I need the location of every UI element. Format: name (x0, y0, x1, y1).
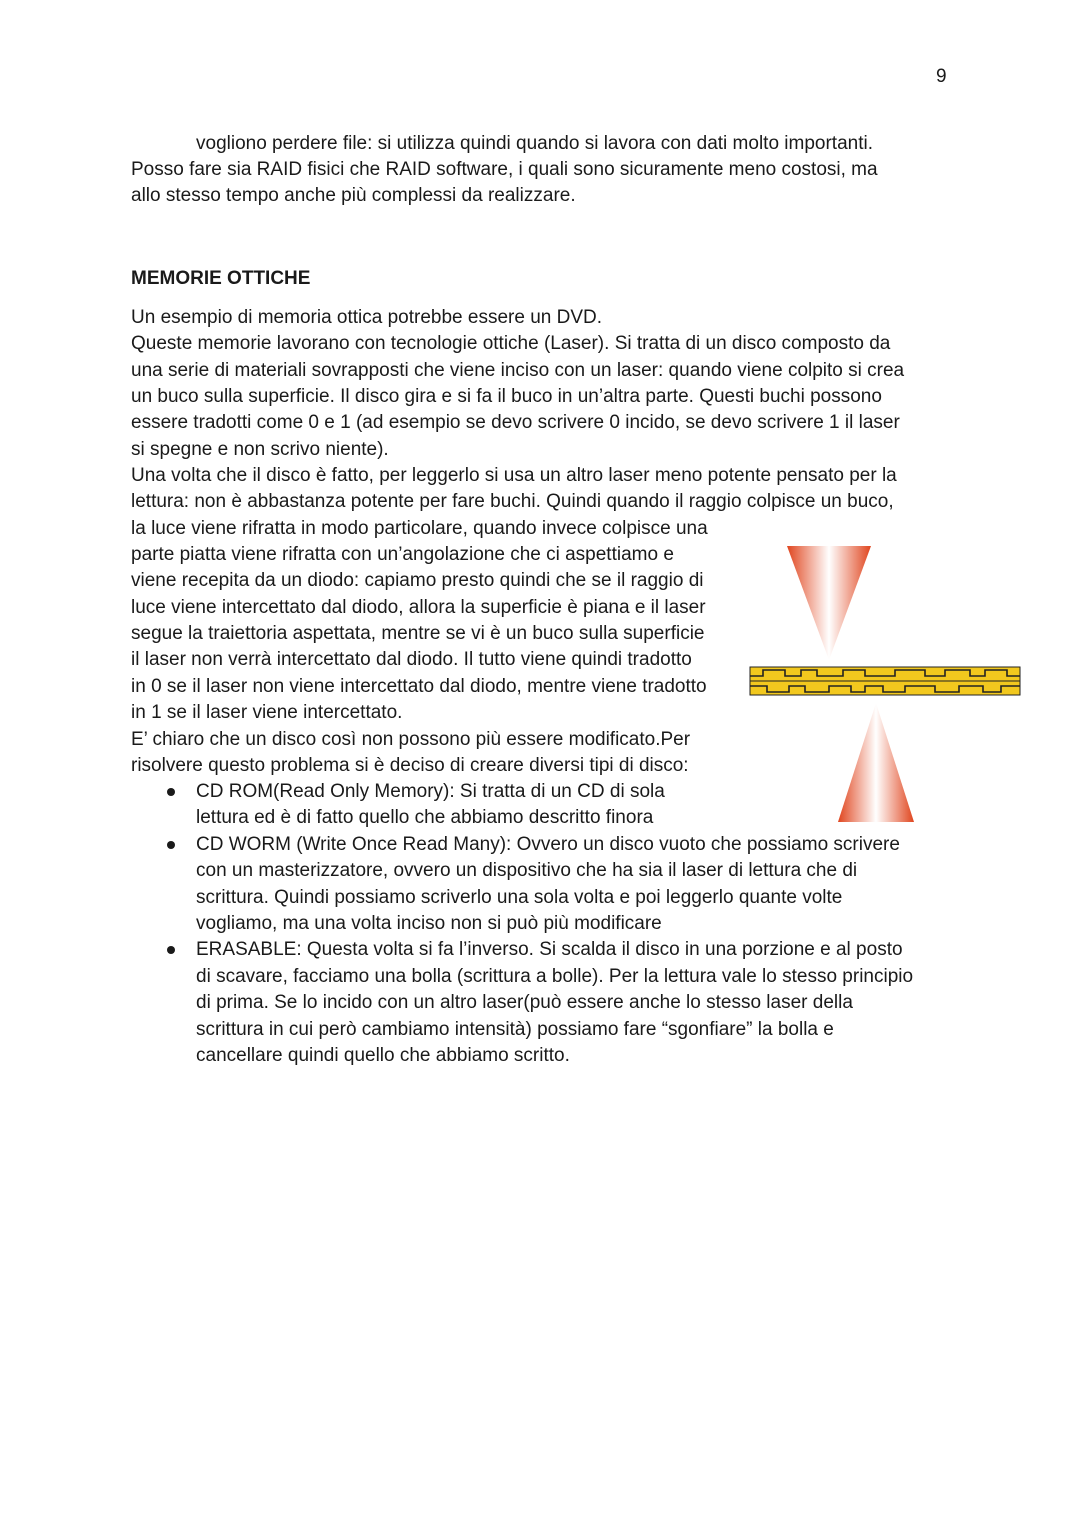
list-item-line: di scavare, facciamo una bolla (scrittura a bolle). Per la lettura vale lo stesso principio (196, 965, 914, 987)
laser-beam-bottom (838, 703, 914, 822)
list-item-line: con un masterizzatore, ovvero un dispositivo che ha sia il laser di lettura che di (196, 860, 858, 882)
body-line: in 1 se il laser viene intercettato. (131, 702, 403, 723)
body-line: segue la traiettoria aspettata, mentre se vi è un buco sulla superficie (131, 623, 705, 644)
list-item-line: scrittura. Quindi possiamo scriverlo una sola volta e poi leggerlo quante volte (196, 886, 843, 908)
body-line: parte piatta viene rifratta con un’angolazione che ci aspettiamo e (131, 544, 674, 565)
list-item-line: cancellare quindi quello che abbiamo scritto. (196, 1045, 570, 1067)
list-item-line: CD ROM(Read Only Memory): Si tratta di un CD di sola (196, 781, 665, 802)
body-line: una serie di materiali sovrapposti che viene inciso con un laser: quando viene colpito si crea (131, 360, 905, 381)
body-line: in 0 se il laser non viene intercettato dal diodo, mentre viene tradotto (131, 676, 707, 697)
intro-line: vogliono perdere file: si utilizza quindi quando si lavora con dati molto importanti. (196, 133, 873, 154)
list-item (0, 832, 913, 938)
body-line: risolvere questo problema si è deciso di creare diversi tipi di disco: (131, 755, 689, 776)
list-item-line: vogliamo, ma una volta inciso non si può più modificare (196, 913, 662, 935)
body-line: il laser non verrà intercettato dal diodo. Il tutto viene quindi tradotto (131, 649, 692, 670)
list-item (0, 937, 913, 1069)
body-line: lettura: non è abbastanza potente per fare buchi. Quindi quando il raggio colpisce un buco, (131, 491, 894, 512)
list-item-line: lettura ed è di fatto quello che abbiamo descritto finora (196, 807, 654, 829)
list-item-line: ERASABLE: Questa volta si fa l’inverso. Si scalda il disco in una porzione e al posto (196, 939, 903, 961)
body-line: viene recepita da un diodo: capiamo presto quindi che se il raggio di (131, 570, 704, 591)
intro-line: Posso fare sia RAID fisici che RAID software, i quali sono sicuramente meno costosi, ma (131, 159, 878, 180)
section-title: MEMORIE OTTICHE (131, 268, 311, 289)
list-item-line: scrittura in cui però cambiamo intensità) possiamo fare “sgonfiare” la bolla e (196, 1018, 834, 1040)
laser-disc-diagram (745, 540, 1025, 825)
bullet-icon (167, 841, 175, 849)
intro-line: allo stesso tempo anche più complessi da realizzare. (131, 185, 576, 206)
page-number: 9 (936, 66, 947, 87)
body-line: luce viene intercettato dal diodo, allora la superficie è piana e il laser (131, 597, 706, 618)
body-line: Un esempio di memoria ottica potrebbe essere un DVD. (131, 307, 603, 328)
body-line: E’ chiaro che un disco così non possono più essere modificato.Per (131, 729, 691, 750)
bullet-icon (167, 788, 175, 796)
body-line: si spegne e non scrivo niente). (131, 439, 389, 460)
body-line: la luce viene rifratta in modo particolare, quando invece colpisce una (131, 518, 708, 539)
body-line: Queste memorie lavorano con tecnologie ottiche (Laser). Si tratta di un disco composto da (131, 333, 891, 354)
body-line: un buco sulla superficie. Il disco gira e si fa il buco in un’altra parte. Questi buchi possono (131, 386, 882, 407)
list-item-line: di prima. Se lo incido con un altro laser(può essere anche lo stesso laser della (196, 992, 853, 1014)
laser-beam-top (787, 546, 871, 660)
body-line: Una volta che il disco è fatto, per leggerlo si usa un altro laser meno potente pensato per la (131, 465, 897, 486)
body-line: essere tradotti come 0 e 1 (ad esempio se devo scrivere 0 incido, se devo scrivere 1 il laser (131, 412, 900, 433)
list-item-line: CD WORM (Write Once Read Many): Ovvero un disco vuoto che possiamo scrivere (196, 833, 900, 855)
